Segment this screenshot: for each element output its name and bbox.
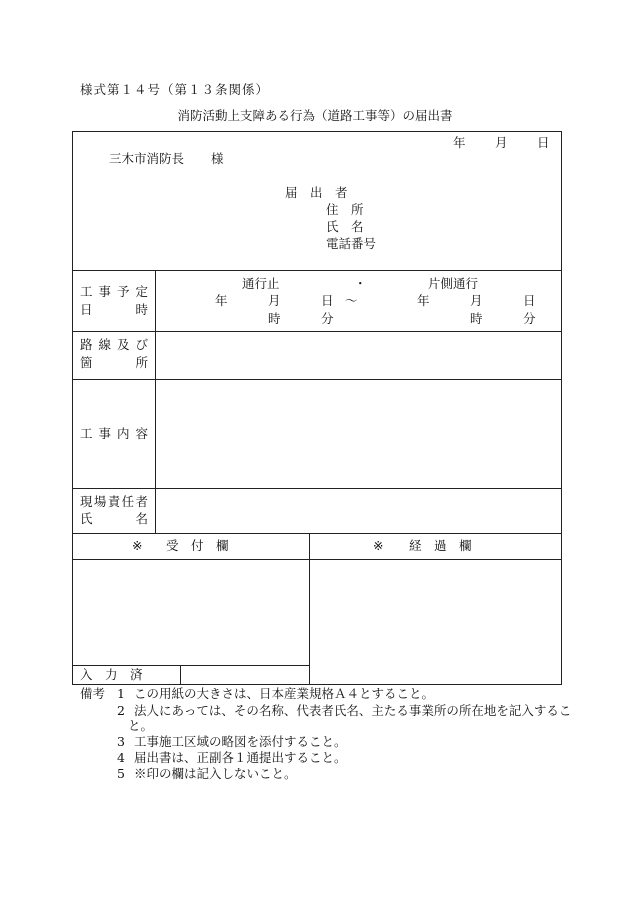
end-year: 年 bbox=[417, 293, 430, 308]
start-hour: 時 bbox=[268, 311, 281, 326]
note-text: 工事施工区域の略図を添付すること。 bbox=[134, 734, 347, 749]
one-side-option: 片側通行 bbox=[428, 276, 479, 291]
start-year: 年 bbox=[215, 293, 228, 308]
row-divider-route bbox=[72, 379, 562, 380]
note-number: 4 bbox=[117, 750, 125, 765]
row-divider-schedule bbox=[72, 331, 562, 332]
row-divider-header bbox=[72, 270, 562, 271]
input-done-label: 入 力 済 bbox=[80, 667, 143, 682]
schedule-label-line2: 日 時 bbox=[80, 302, 148, 317]
end-month: 月 bbox=[470, 293, 483, 308]
applicant-label: 届 出 者 bbox=[285, 185, 348, 200]
row-divider-manager bbox=[72, 533, 562, 534]
note-number: 2 bbox=[117, 703, 125, 718]
input-cell-divider bbox=[180, 665, 181, 685]
notes-heading: 備考 bbox=[80, 686, 106, 701]
date-year: 年 bbox=[453, 135, 466, 150]
progress-mark: ※ bbox=[373, 538, 384, 553]
form-number: 様式第１４号（第１３条関係） bbox=[80, 82, 270, 97]
work-content-label: 工 事 内 容 bbox=[80, 426, 148, 441]
option-separator: ・ bbox=[354, 276, 367, 291]
applicant-phone-label: 電話番号 bbox=[326, 236, 377, 251]
end-day: 日 bbox=[523, 293, 536, 308]
end-minute: 分 bbox=[523, 311, 536, 326]
applicant-address-label: 住 所 bbox=[326, 202, 364, 217]
boxes-divider bbox=[309, 533, 310, 685]
manager-label-line1: 現 場 責 任 者 bbox=[80, 494, 148, 509]
note-number: 1 bbox=[117, 686, 125, 701]
note-number: 3 bbox=[117, 734, 125, 749]
row-divider-boxes bbox=[72, 559, 562, 560]
end-hour: 時 bbox=[470, 311, 483, 326]
note-text: ※印の欄は記入しないこと。 bbox=[134, 766, 297, 781]
note-number: 5 bbox=[117, 766, 125, 781]
start-month: 月 bbox=[268, 293, 281, 308]
form-title: 消防活動上支障ある行為（道路工事等）の届出書 bbox=[177, 108, 453, 123]
range-tilde: 〜 bbox=[345, 293, 358, 308]
date-day: 日 bbox=[537, 135, 550, 150]
manager-label-line2: 氏 名 bbox=[80, 511, 148, 526]
addressee: 三木市消防長 bbox=[109, 151, 185, 166]
start-minute: 分 bbox=[321, 311, 334, 326]
form-table bbox=[72, 131, 562, 685]
date-month: 月 bbox=[495, 135, 508, 150]
reception-label: 受 付 欄 bbox=[166, 538, 229, 553]
closure-option: 通行止 bbox=[242, 276, 280, 291]
note-text: 法人にあっては、その名称、代表者氏名、主たる事業所の所在地を記入するこ bbox=[134, 703, 572, 718]
progress-label: 経 過 欄 bbox=[409, 538, 472, 553]
route-label-line1: 路 線 及 び bbox=[80, 337, 148, 352]
note-text-continuation: と。 bbox=[128, 718, 154, 733]
row-divider-work bbox=[72, 488, 562, 489]
reception-mark: ※ bbox=[132, 538, 143, 553]
route-label-line2: 箇 所 bbox=[80, 355, 148, 370]
honorific: 様 bbox=[211, 151, 224, 166]
applicant-name-label: 氏 名 bbox=[326, 219, 364, 234]
note-text: この用紙の大きさは、日本産業規格Ａ４とすること。 bbox=[134, 686, 435, 701]
schedule-label-line1: 工 事 予 定 bbox=[80, 284, 148, 299]
note-text: 届出書は、正副各１通提出すること。 bbox=[134, 750, 347, 765]
start-day: 日 bbox=[321, 293, 334, 308]
label-column-divider bbox=[155, 270, 156, 533]
row-divider-input bbox=[72, 665, 309, 666]
